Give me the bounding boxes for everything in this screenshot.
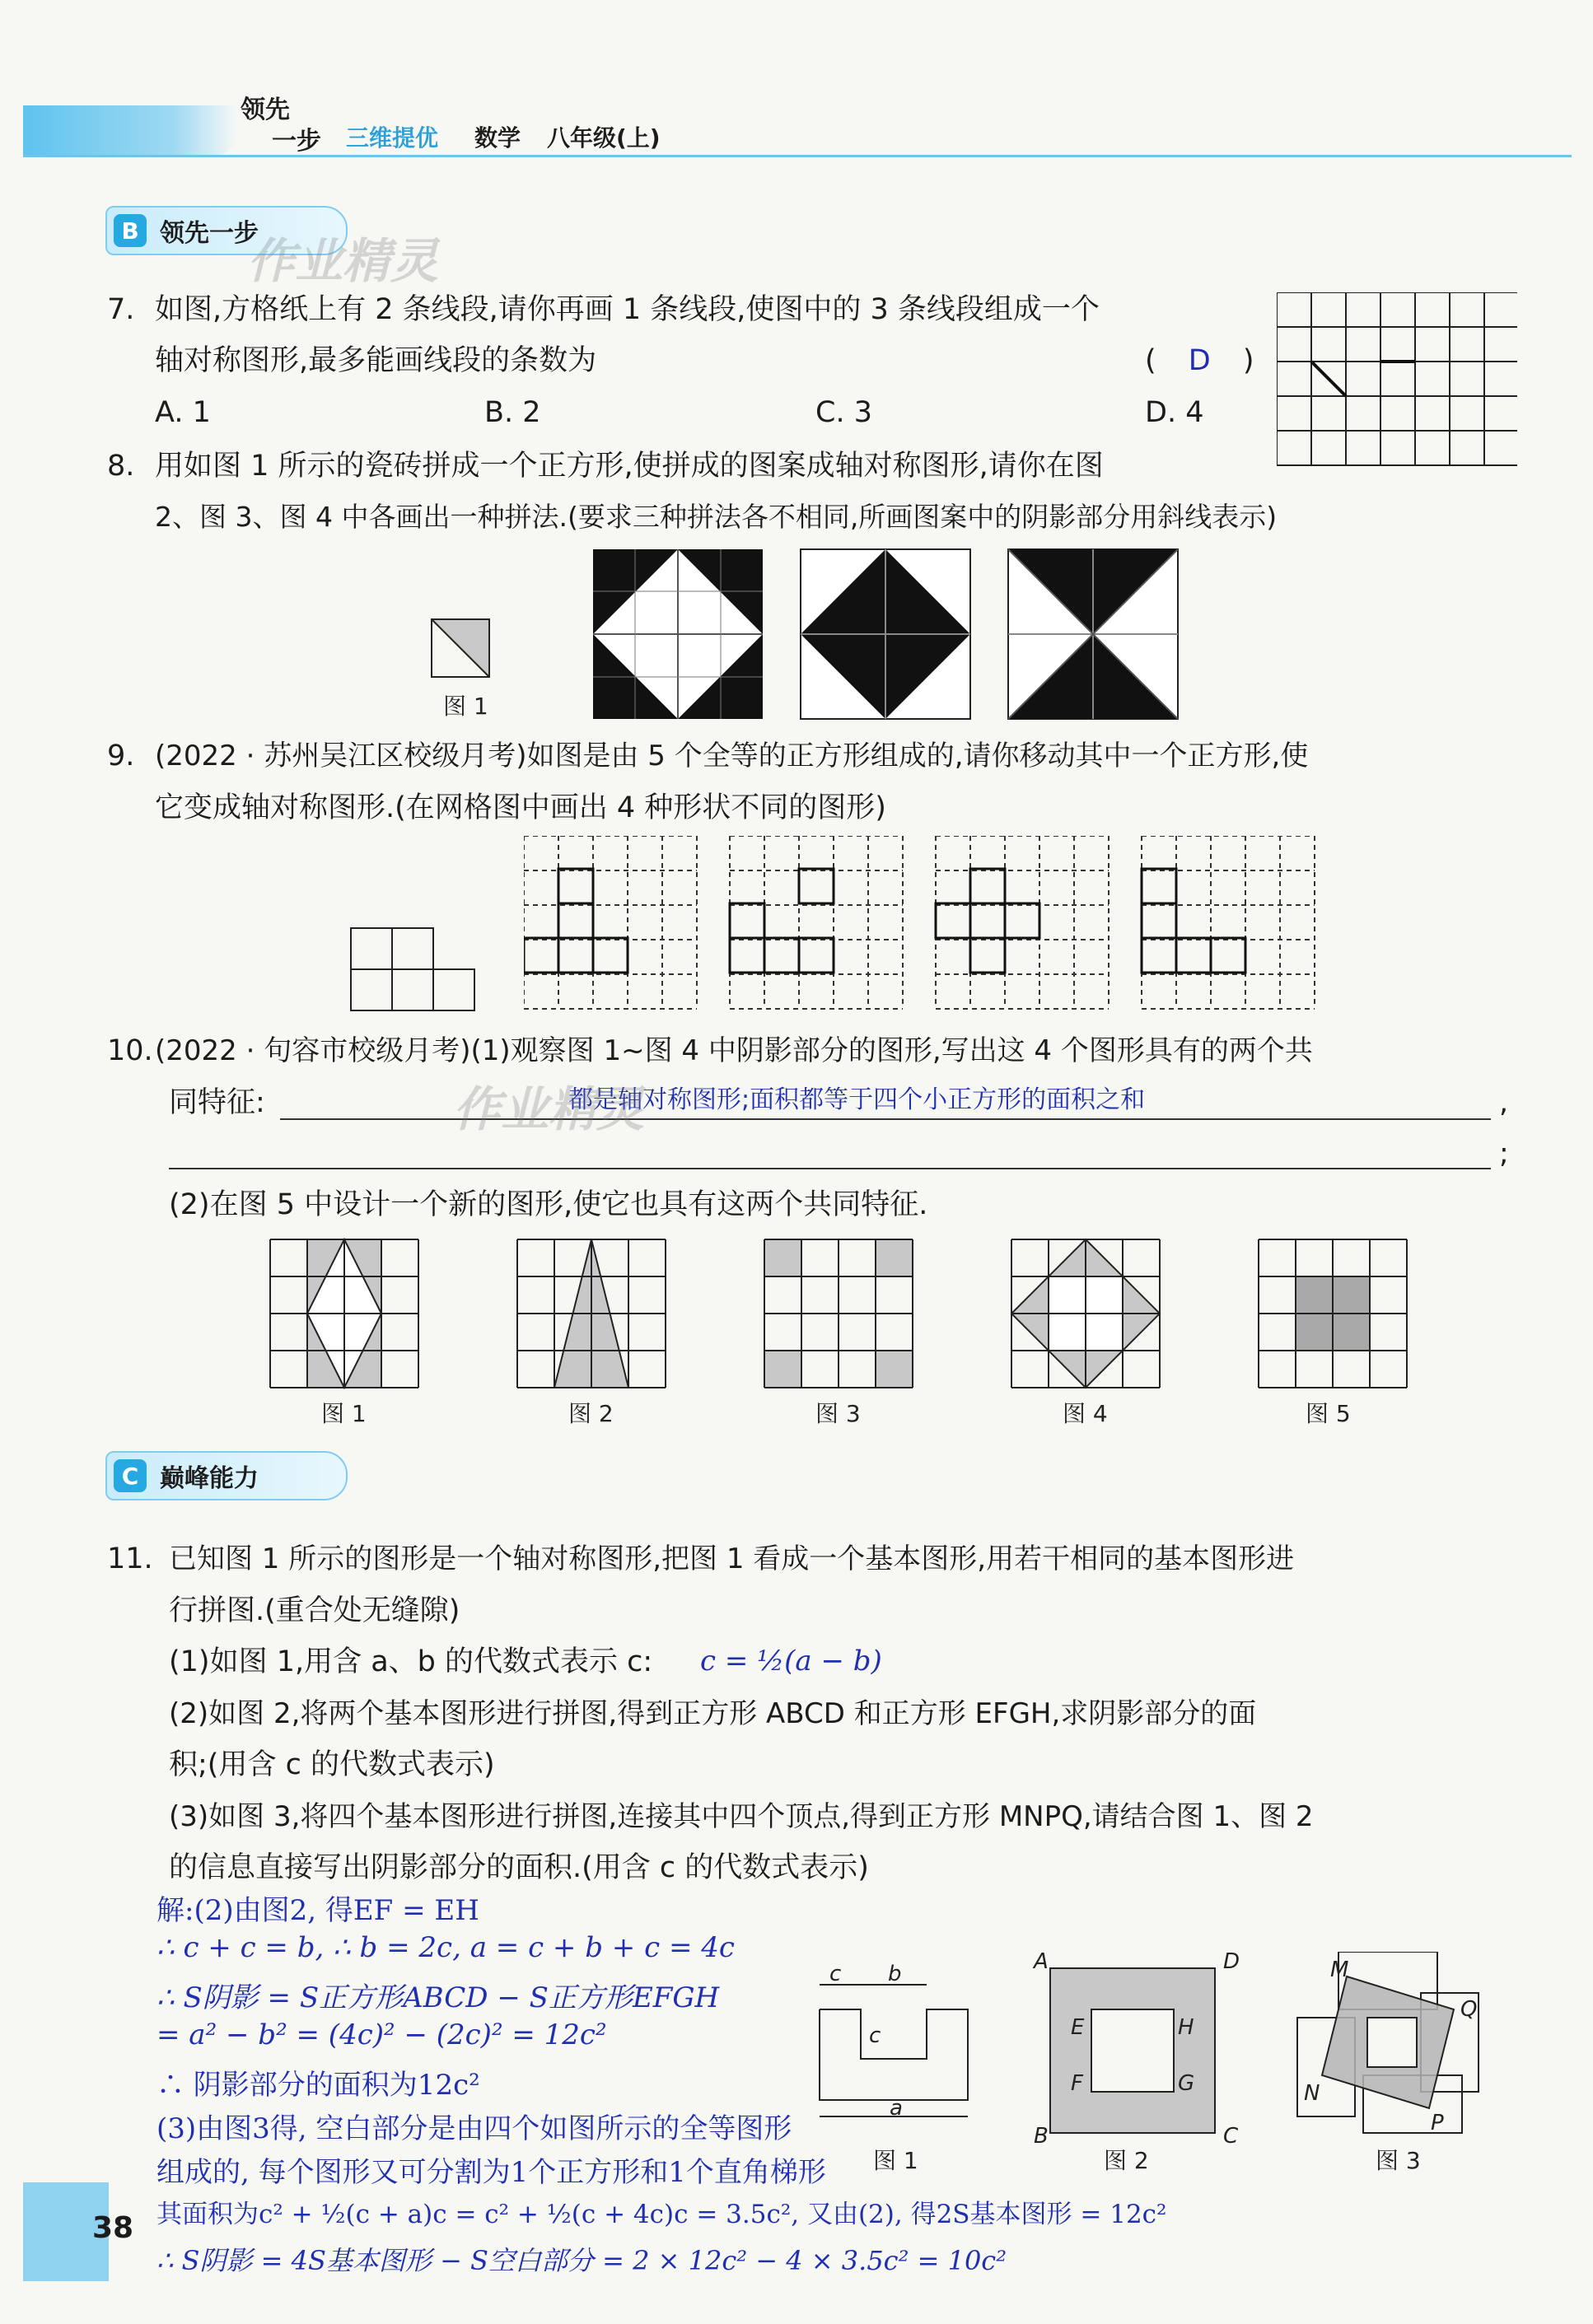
q9-square — [936, 903, 970, 938]
q7-line2: 轴对称图形,最多能画线段的条数为 — [155, 344, 597, 377]
q7-paren-open: ( — [1145, 344, 1156, 377]
q9-square — [730, 938, 764, 973]
section-b-title: 领先一步 — [160, 219, 259, 248]
header-subject: 数学 — [474, 124, 521, 152]
q9-square — [970, 938, 1005, 973]
q9-original-shape — [349, 926, 481, 1017]
q8-number: 8. — [107, 450, 135, 483]
q11-line1: 已知图 1 所示的图形是一个轴对称图形,把图 1 看成一个基本图形,用若干相同的基本图形进 — [169, 1542, 1295, 1575]
q10-answer-line2 — [169, 1168, 1491, 1169]
q7-option-d: D. 4 — [1145, 396, 1204, 429]
solution-line-8: 其面积为c² + ½(c + a)c = c² + ½(c + 4c)c = 3.5c², 又由(2), 得2S基本图形 = 12c² — [156, 2200, 1167, 2229]
q10-fig3-corner — [876, 1351, 913, 1388]
q11-line2: 行拼图.(重合处无缝隙) — [169, 1594, 460, 1627]
solution-line-7: 组成的, 每个图形又可分割为1个正方形和1个直角梯形 — [156, 2156, 826, 2189]
header-series: 三维提优 — [346, 124, 439, 152]
q9-square — [730, 903, 764, 938]
q9-square — [558, 903, 593, 938]
q9-grid-4 — [1142, 836, 1315, 1009]
q11-fig2-label-H: H — [1178, 2015, 1194, 2040]
q10-line2-prefix: 同特征: — [169, 1086, 265, 1119]
q9-square — [1142, 903, 1176, 938]
q10-fig3-corner — [764, 1351, 801, 1388]
q10-fig3-corner — [876, 1239, 913, 1276]
q9-square — [970, 903, 1005, 938]
q10-semicolon: ; — [1499, 1137, 1509, 1170]
q7-line1: 如图,方格纸上有 2 条线段,请你再画 1 条线段,使图中的 3 条线段组成一个 — [155, 293, 1100, 326]
q10-figure-2 — [517, 1239, 666, 1388]
q11-part2-line2: 积;(用含 c 的代数式表示) — [169, 1748, 495, 1781]
q7-answer: D — [1188, 344, 1211, 377]
q10-figure-3 — [764, 1239, 913, 1388]
q9-square — [1211, 938, 1245, 973]
q8-line2: 2、图 3、图 4 中各画出一种拼法.(要求三种拼法各不相同,所画图案中的阴影部分用斜线表示) — [155, 501, 1278, 533]
section-c-badge — [105, 1451, 348, 1500]
q9-line2: 它变成轴对称图形.(在网格图中画出 4 种形状不同的图形) — [155, 791, 886, 824]
q9-square — [799, 938, 834, 973]
q7-number: 7. — [107, 293, 135, 326]
q8-fig1-caption: 图 1 — [443, 693, 488, 720]
solution-line-2: ∴ c + c = b, ∴ b = 2c, a = c + b + c = 4c — [156, 1931, 735, 1964]
q8-patterns — [591, 548, 1184, 722]
solution-line-5: ∴ 阴影部分的面积为12c² — [156, 2069, 480, 2102]
q11-fig3-label-N: N — [1304, 2081, 1320, 2106]
q11-fig1-label-a: a — [890, 2096, 903, 2121]
q10-caption-4: 图 4 — [1063, 1400, 1108, 1427]
q10-number: 10. — [107, 1034, 153, 1067]
q11-fig2-squares — [1050, 1968, 1215, 2133]
q9-grid-2 — [730, 836, 903, 1009]
q10-caption-3: 图 3 — [815, 1400, 861, 1427]
q11-figures — [811, 1952, 1593, 2149]
q10-figure-5 — [1259, 1239, 1407, 1388]
q11-fig3-pinwheel — [1297, 1952, 1479, 2133]
q10-caption-2: 图 2 — [568, 1400, 614, 1427]
q11-part2-line1: (2)如图 2,将两个基本图形进行拼图,得到正方形 ABCD 和正方形 EFGH,求阴影部分的面 — [169, 1697, 1257, 1730]
q7-paren-close: ) — [1242, 344, 1254, 377]
q11-fig2-label-E: E — [1071, 2015, 1085, 2040]
q8-tile-figure — [428, 616, 493, 680]
q11-caption-2: 图 2 — [1104, 2147, 1149, 2174]
q11-fig1-label-c1: c — [829, 1962, 842, 1986]
q9-square — [524, 938, 558, 973]
q10-caption-5: 图 5 — [1306, 1400, 1351, 1427]
q10-line1: (2022 · 句容市校级月考)(1)观察图 1~图 4 中阴影部分的图形,写出这 4 个图形具有的两个共 — [155, 1034, 1313, 1067]
q11-part1-answer: c = ½(a − b) — [700, 1645, 882, 1678]
header-rule — [23, 155, 1572, 157]
q7-grid-figure — [1277, 292, 1517, 467]
q7-answer-box — [1145, 335, 1254, 386]
q11-fig3-label-P: P — [1431, 2111, 1444, 2135]
q11-fig2-label-B: B — [1034, 2124, 1049, 2149]
q11-fig2-label-F: F — [1071, 2071, 1083, 2096]
header-grade: 八年级(上) — [547, 124, 661, 152]
q10-caption-1: 图 1 — [321, 1400, 367, 1427]
q11-caption-1: 图 1 — [873, 2147, 918, 2174]
q9-square — [558, 869, 593, 903]
q11-caption-3: 图 3 — [1376, 2147, 1421, 2174]
q11-fig1-label-b: b — [888, 1962, 902, 1986]
q11-fig3-label-Q: Q — [1460, 1997, 1478, 2022]
q7-option-a: A. 1 — [155, 396, 211, 429]
q10-figure-4 — [1011, 1239, 1160, 1388]
q10-figure-1 — [270, 1239, 418, 1388]
q11-part3-line2: 的信息直接写出阴影部分的面积.(用含 c 的代数式表示) — [169, 1851, 869, 1884]
header-logo-bottom: 一步 — [272, 127, 321, 156]
q10-fig3-corner — [764, 1239, 801, 1276]
q11-fig2-label-A: A — [1034, 1952, 1049, 1974]
q11-part3-line1: (3)如图 3,将四个基本图形进行拼图,连接其中四个顶点,得到正方形 MNPQ,请结合图 1、图 2 — [169, 1800, 1314, 1833]
q8-line1: 用如图 1 所示的瓷砖拼成一个正方形,使拼成的图案成轴对称图形,请你在图 — [155, 450, 1104, 483]
section-b-letter: B — [114, 214, 147, 247]
q9-square — [558, 938, 593, 973]
q9-square — [1005, 903, 1039, 938]
q9-square — [970, 869, 1005, 903]
q10-part2: (2)在图 5 中设计一个新的图形,使它也具有这两个共同特征. — [169, 1188, 928, 1221]
q11-number: 11. — [107, 1542, 153, 1575]
q11-fig2-label-C: C — [1223, 2124, 1239, 2149]
section-c-title: 巅峰能力 — [160, 1464, 259, 1493]
q11-fig3-label-M: M — [1330, 1958, 1349, 1982]
q11-fig1-label-c2: c — [869, 2023, 881, 2048]
q9-square — [764, 938, 799, 973]
q10-answer: 都是轴对称图形;面积都等于四个小正方形的面积之和 — [568, 1085, 1146, 1114]
page-number: 38 — [92, 2211, 134, 2245]
solution-line-9: ∴ S阴影 = 4S基本图形 − S空白部分 = 2 × 12c² − 4 × 3.5c² = 10c² — [156, 2245, 1007, 2276]
section-c-letter: C — [114, 1459, 147, 1492]
q9-square — [1176, 938, 1211, 973]
solution-line-1: 解:(2)由图2, 得EF = EH — [156, 1894, 479, 1927]
q9-square — [799, 869, 834, 903]
solution-line-4: = a² − b² = (4c)² − (2c)² = 12c² — [156, 2018, 607, 2051]
q9-square — [1142, 869, 1176, 903]
q7-option-b: B. 2 — [484, 396, 541, 429]
q10-figures — [264, 1235, 1417, 1400]
q11-fig2-label-D: D — [1223, 1952, 1240, 1974]
header-band — [23, 105, 237, 156]
q11-part1: (1)如图 1,用含 a、b 的代数式表示 c: — [169, 1645, 653, 1678]
q9-line1: (2022 · 苏州吴江区校级月考)如图是由 5 个全等的正方形组成的,请你移动其中一个正方形,使 — [155, 740, 1309, 772]
watermark: 作业精灵 — [247, 233, 439, 289]
q9-grid-1 — [524, 836, 697, 1009]
q9-square — [593, 938, 628, 973]
solution-line-6: (3)由图3得, 空白部分是由四个如图所示的全等图形 — [156, 2112, 792, 2145]
solution-line-3: ∴ S阴影 = S正方形ABCD − S正方形EFGH — [156, 1981, 720, 2014]
header-logo-top: 领先 — [241, 96, 290, 124]
q10-comma: , — [1499, 1086, 1509, 1119]
q7-option-c: C. 3 — [815, 396, 872, 429]
q11-fig2-label-G: G — [1178, 2071, 1195, 2096]
q9-grid-3 — [936, 836, 1109, 1009]
q9-answer-grids — [524, 836, 1348, 1025]
watermark-2: 作业精灵 — [453, 1081, 645, 1137]
q9-square — [1142, 938, 1176, 973]
q9-number: 9. — [107, 740, 135, 772]
